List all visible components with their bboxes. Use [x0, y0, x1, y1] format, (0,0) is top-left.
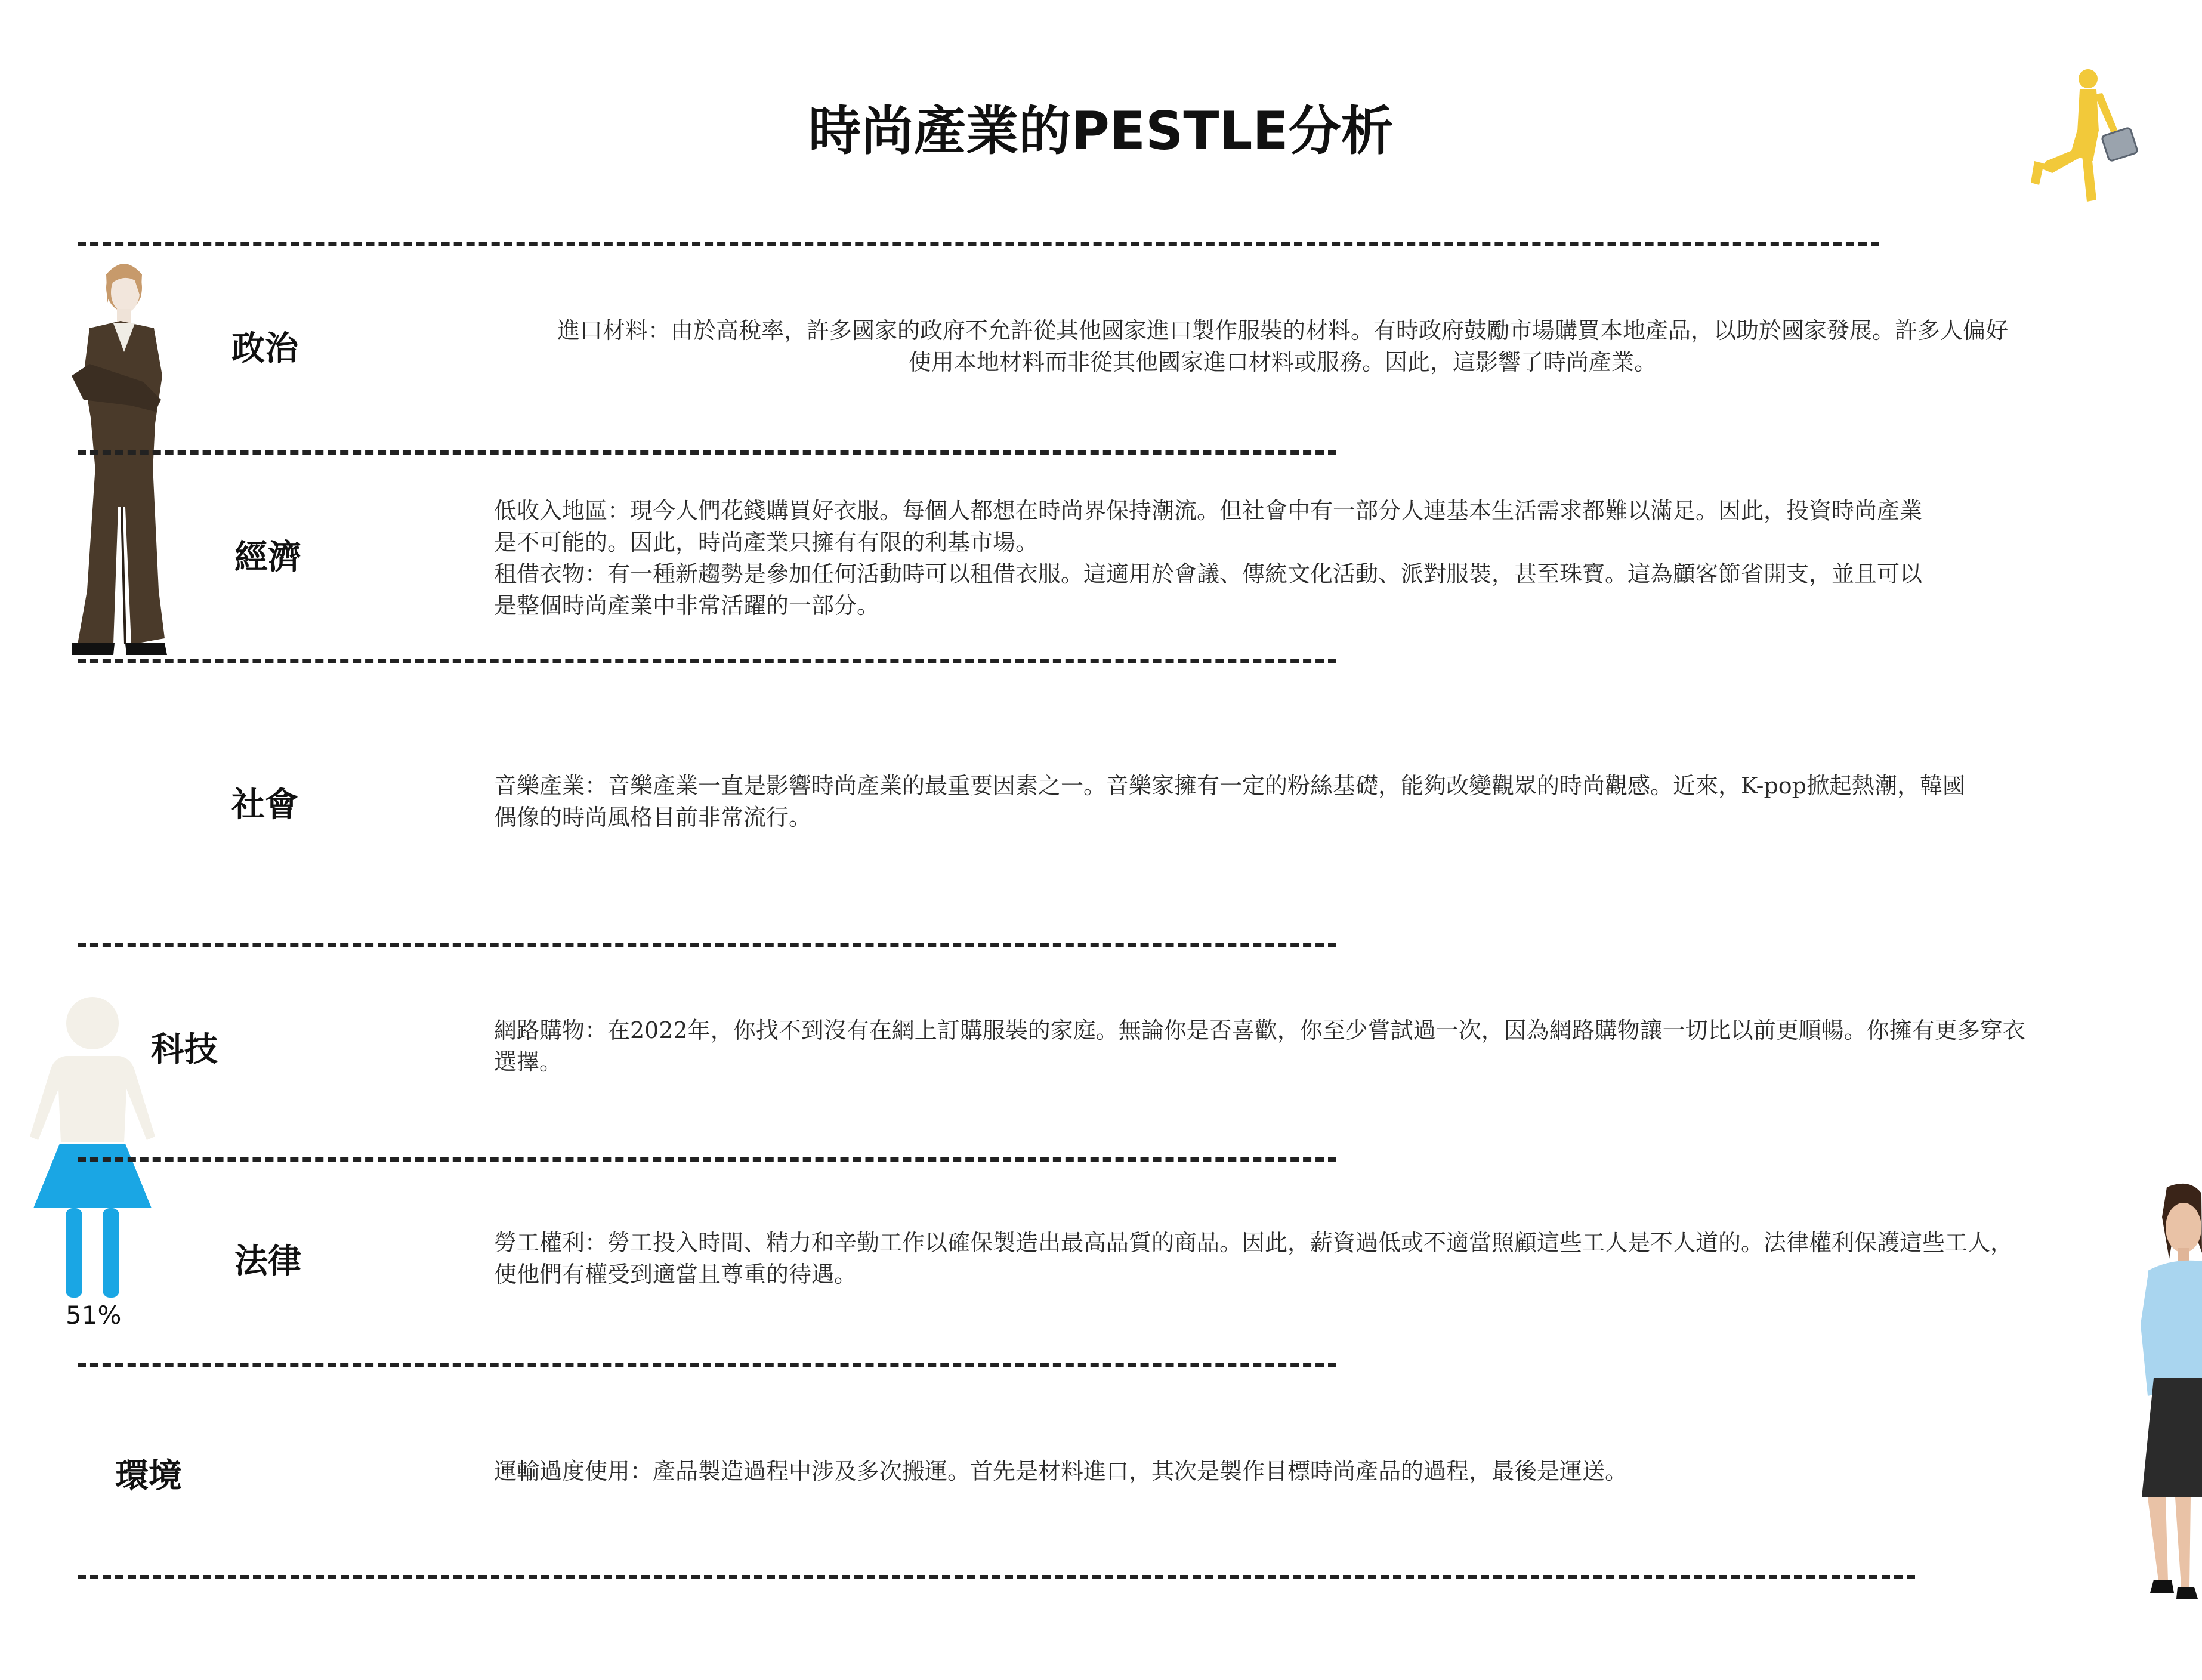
- desc-political: [495, 315, 2070, 378]
- running-woman-briefcase-icon: [2022, 66, 2142, 209]
- text-line: 偶像的時尚風格目前非常流行。: [494, 804, 812, 830]
- desc-legal: [494, 1227, 2117, 1290]
- text-line: 網路購物：在2022年，你找不到沒有在網上訂購服裝的家庭。無論你是否喜歡，你至少嘗試過一次，因為網路購物讓一切比以前更順暢。你擁有更多穿衣: [494, 1017, 2025, 1043]
- percent-label: 51%: [66, 1301, 122, 1330]
- label-technology: 科技: [151, 1030, 218, 1069]
- text-line: 是不可能的。因此，時尚產業只擁有有限的利基市場。: [494, 529, 1039, 555]
- text-line: 低收入地區：現今人們花錢購買好衣服。每個人都想在時尚界保持潮流。但社會中有一部分人連基本生活需求都難以滿足。因此，投資時尚產業: [494, 498, 1923, 524]
- text-line: 使用本地材料而非從其他國家進口材料或服務。因此，這影響了時尚產業。: [908, 349, 1657, 375]
- separator-1: [78, 450, 1336, 455]
- text-line: 運輸過度使用：產品製造過程中涉及多次搬運。首先是材料進口，其次是製作目標時尚產品的過程，最後是運送。: [494, 1458, 1628, 1484]
- desc-social: [494, 770, 2069, 833]
- desc-economic: [494, 495, 2057, 622]
- label-legal: 法律: [234, 1242, 301, 1281]
- desc-environmental: [494, 1456, 1926, 1487]
- businesswoman-suit-icon: [48, 257, 173, 668]
- separator-5: [78, 1363, 1336, 1367]
- businesswoman-blue-shirt-icon: [2124, 1181, 2202, 1611]
- text-line: 進口材料：由於高稅率，許多國家的政府不允許從其他國家進口製作服裝的材料。有時政府鼓勵市場購買本地產品，以助於國家發展。許多人偏好: [557, 317, 2008, 344]
- label-social: 社會: [231, 785, 298, 824]
- label-political: 政治: [231, 329, 298, 368]
- separator-bottom: [78, 1575, 1915, 1579]
- label-economic: 經濟: [234, 538, 301, 577]
- woman-infographic-icon: [24, 993, 161, 1304]
- page-title: 時尚產業的PESTLE分析: [808, 100, 1394, 162]
- text-line: 音樂產業：音樂產業一直是影響時尚產業的最重要因素之一。音樂家擁有一定的粉絲基礎，能夠改變觀眾的時尚觀感。近來，K-pop掀起熱潮，韓國: [494, 773, 1965, 799]
- text-line: 選擇。: [494, 1049, 563, 1075]
- text-line: 租借衣物：有一種新趨勢是參加任何活動時可以租借衣服。這適用於會議、傳統文化活動、派對服裝，甚至珠寶。這為顧客節省開支，並且可以: [494, 561, 1923, 587]
- text-line: 使他們有權受到適當且尊重的待遇。: [494, 1261, 857, 1287]
- text-line: 勞工權利：勞工投入時間、精力和辛勤工作以確保製造出最高品質的商品。因此，薪資過低或不適當照顧這些工人是不人道的。法律權利保護這些工人，: [494, 1230, 2013, 1256]
- label-environmental: 環境: [115, 1456, 182, 1496]
- separator-3: [78, 943, 1336, 947]
- separator-2: [78, 659, 1336, 663]
- text-line: 是整個時尚產業中非常活躍的一部分。: [494, 592, 880, 619]
- desc-technology: [494, 1015, 2164, 1078]
- separator-top: [78, 242, 1879, 246]
- separator-4: [78, 1157, 1336, 1162]
